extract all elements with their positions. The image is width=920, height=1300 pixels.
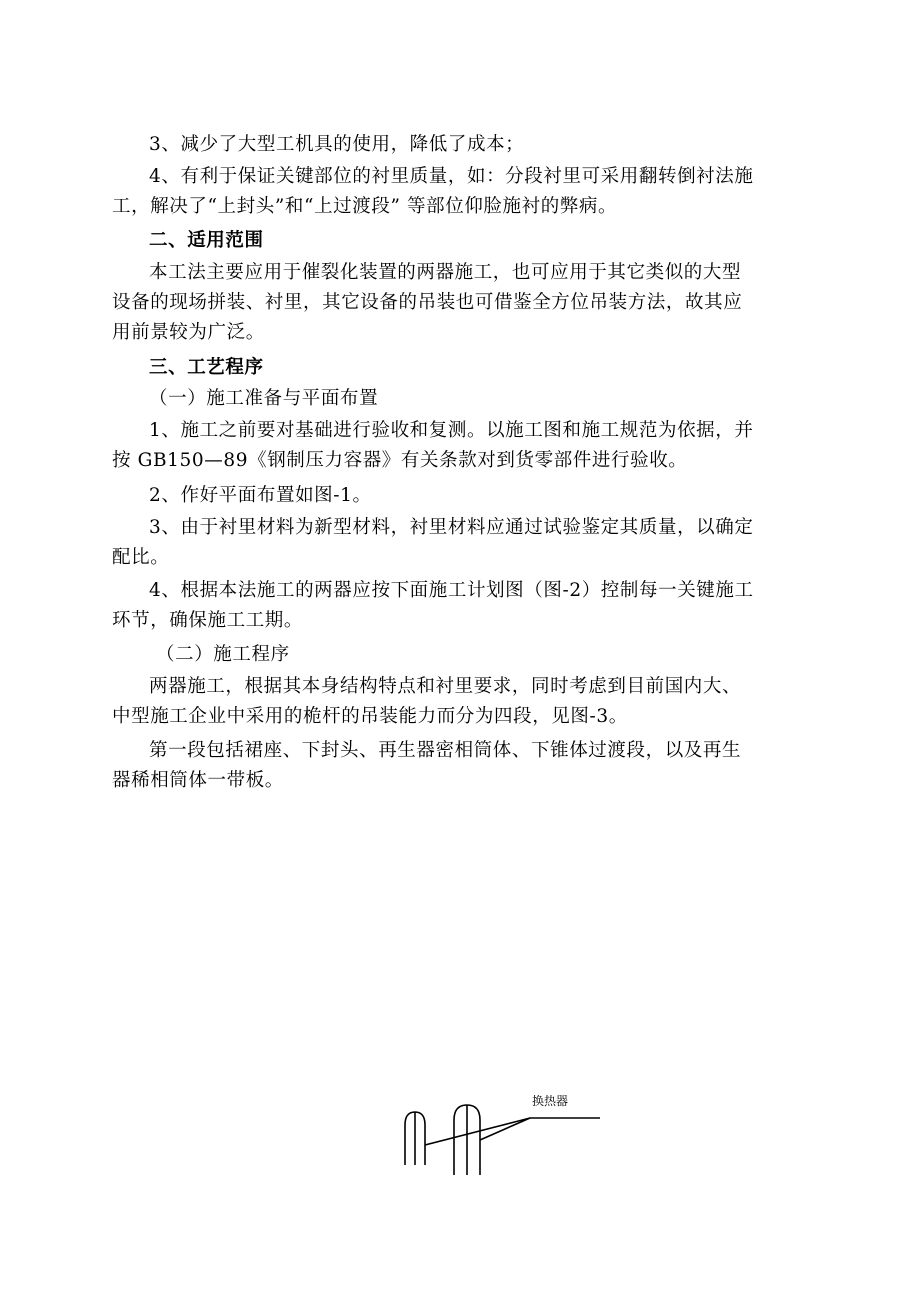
paragraph-step-2 <box>112 481 822 511</box>
equipment-diagram <box>395 1085 615 1185</box>
text-line: 环节，确保施工工期。 <box>112 610 304 631</box>
paragraph-procedure <box>112 672 822 732</box>
paragraph-scope <box>112 258 822 348</box>
vessel-left <box>405 1112 425 1165</box>
heading-process: 三、工艺程序 <box>149 357 264 378</box>
vessel-right <box>454 1105 480 1175</box>
text-line: 第一段包括裙座、下封头、再生器密相筒体、下锥体过渡段，以及再生 <box>149 740 742 761</box>
text-line: 设备的现场拼装、衬里，其它设备的吊装也可借鉴全方位吊装方法，故其应 <box>112 292 743 313</box>
text-line: 器稀相筒体一带板。 <box>112 770 284 791</box>
text-line: 中型施工企业中采用的桅杆的吊装能力而分为四段，见图-3。 <box>112 706 628 727</box>
text-line: 4、有利于保证关键部位的衬里质量，如：分段衬里可采用翻转倒衬法施 <box>149 166 754 187</box>
text-line: 1、施工之前要对基础进行验收和复测。以施工图和施工规范为依据，并 <box>149 420 754 441</box>
text-line: 用前景较为广泛。 <box>112 322 265 343</box>
paragraph-4 <box>112 162 822 222</box>
text-line: 配比。 <box>112 547 170 568</box>
text-line: 2、作好平面布置如图-1。 <box>149 485 372 506</box>
text-line: 3、由于衬里材料为新型材料，衬里材料应通过试验鉴定其质量，以确定 <box>149 517 754 538</box>
text-line: 工，解决了“上封头”和“上过渡段” 等部位仰脸施衬的弊病。 <box>112 196 618 217</box>
paragraph-step-1 <box>112 416 822 476</box>
text-line: 两器施工，根据其本身结构特点和衬里要求，同时考虑到目前国内大、 <box>149 676 742 697</box>
heading-scope: 二、适用范围 <box>149 230 264 251</box>
paragraph-step-3 <box>112 513 822 573</box>
figure-label: 换热器 <box>532 1094 569 1108</box>
text-line: 3、减少了大型工机具的使用，降低了成本； <box>149 134 525 155</box>
subheading-prep: （一）施工准备与平面布置 <box>149 388 379 409</box>
text-line: 本工法主要应用于催裂化装置的两器施工，也可应用于其它类似的大型 <box>149 262 742 283</box>
text-line: 按 GB150—89《钢制压力容器》有关条款对到货零部件进行验收。 <box>112 450 688 471</box>
paragraph-3 <box>112 130 822 160</box>
pipe-lines <box>425 1118 600 1145</box>
text-line: 4、根据本法施工的两器应按下面施工计划图（图-2）控制每一关键施工 <box>149 580 754 601</box>
subheading-procedure: （二）施工程序 <box>156 644 290 665</box>
paragraph-segment-1 <box>112 736 822 796</box>
paragraph-step-4 <box>112 576 822 636</box>
